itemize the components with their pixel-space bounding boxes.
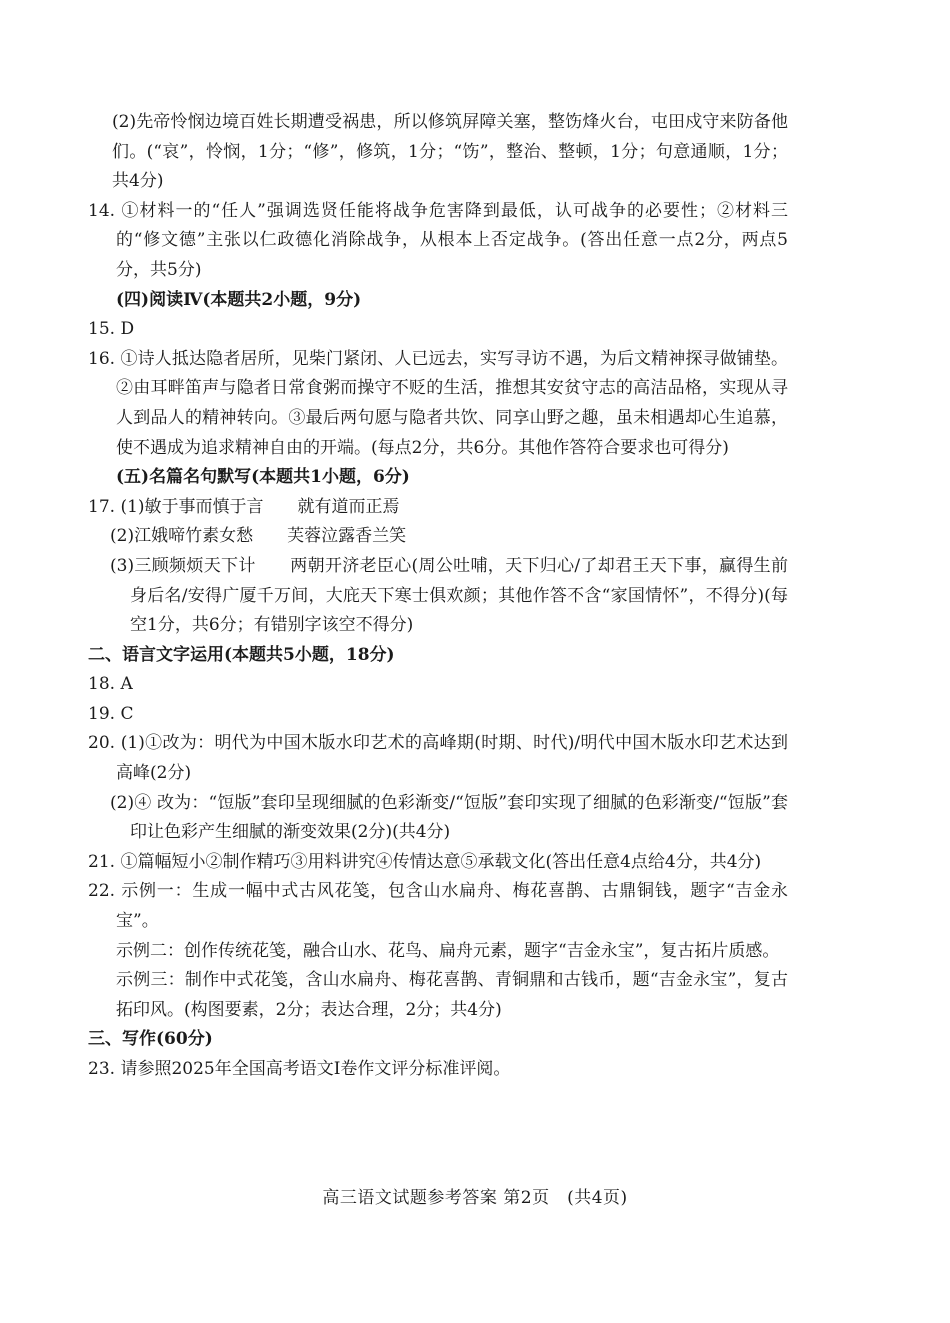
answer-17-1: 17. (1)敏于事而慎于言 就有道而正焉 [88, 496, 400, 517]
answer-20-2: (2)④ 改为：“饾版”套印呈现细腻的色彩渐变/“饾版”套印实现了细腻的色彩渐变/“饾版”套印让色彩产生细腻的渐变效果(2分)(共4分) [110, 792, 788, 843]
answer-content [88, 108, 788, 1085]
answer-22-example-3: 示例三：制作中式花笺，含山水扁舟、梅花喜鹊、青铜鼎和古钱币，题“吉金永宝”，复古拓印风。(构图要素，2分；表达合理，2分；共4分) [116, 970, 788, 1020]
section-heading-reading-4: (四)阅读Ⅳ(本题共2小题，9分) [116, 289, 362, 310]
answer-20-1: 20. (1)①改为：明代为中国木版水印艺术的高峰期(时期、时代)/明代中国木版水印艺术达到高峰(2分) [88, 733, 788, 784]
answer-18: 18. A [88, 674, 133, 695]
section-heading-dictation: (五)名篇名句默写(本题共1小题，6分) [116, 467, 410, 488]
answer-21: 21. ①篇幅短小②制作精巧③用料讲究④传情达意⑤承载文化(答出任意4点给4分，共4分) [88, 851, 762, 872]
part-heading-language: 二、语言文字运用(本题共5小题，18分) [88, 644, 395, 665]
part-heading-writing: 三、写作(60分) [88, 1029, 213, 1050]
answer-22-example-1: 22. 示例一：生成一幅中式古风花笺，包含山水扁舟、梅花喜鹊、古鼎铜钱，题字“吉金永宝”。 [88, 881, 788, 932]
answer-16: 16. ①诗人抵达隐者居所，见柴门紧闭、人已远去，实写寻访不遇，为后文精神探寻做铺垫。②由耳畔笛声与隐者日常食粥而操守不贬的生活，推想其安贫守志的高洁品格，实现从寻人到品人的精神转向。③最后两句愿与隐者共饮、同享山野之趣，虽未相遇却心生追慕，使不遇成为追求精神自由的开端。(每点2分，共6分。其他作答符合要求也可得分) [88, 348, 788, 458]
answer-14: 14. ①材料一的“任人”强调选贤任能将战争危害降到最低，认可战争的必要性；②材料三的“修文德”主张以仁政德化消除战争，从根本上否定战争。(答出任意一点2分，两点5分，共5分) [88, 200, 788, 280]
answer-19: 19. C [88, 703, 134, 724]
answer-22-example-2: 示例二：创作传统花笺，融合山水、花鸟、扁舟元素，题字“吉金永宝”，复古拓片质感。 [116, 940, 780, 961]
answer-17-2: (2)江娥啼竹素女愁 芙蓉泣露香兰笑 [110, 526, 407, 547]
answer-23: 23. 请参照2025年全国高考语文Ⅰ卷作文评分标准评阅。 [88, 1059, 511, 1079]
answer-15: 15. D [88, 319, 135, 340]
page-footer: 高三语文试题参考答案 第2页 (共4页) [322, 1188, 628, 1208]
answer-13-2: (2)先帝怜悯边境百姓长期遭受祸患，所以修筑屏障关塞，整饬烽火台，屯田戍守来防备他们。(“哀”，怜悯，1分；“修”，修筑，1分；“饬”，整治、整顿，1分；句意通顺，1分；共4分) [112, 112, 788, 192]
answer-17-3: (3)三顾频烦天下计 两朝开济老臣心(周公吐哺，天下归心/了却君王天下事，赢得生前身后名/安得广厦千万间，大庇天下寒士俱欢颜；其他作答不含“家国情怀”，不得分)(每空1分，共6分；有错别字该空不得分) [110, 555, 788, 636]
